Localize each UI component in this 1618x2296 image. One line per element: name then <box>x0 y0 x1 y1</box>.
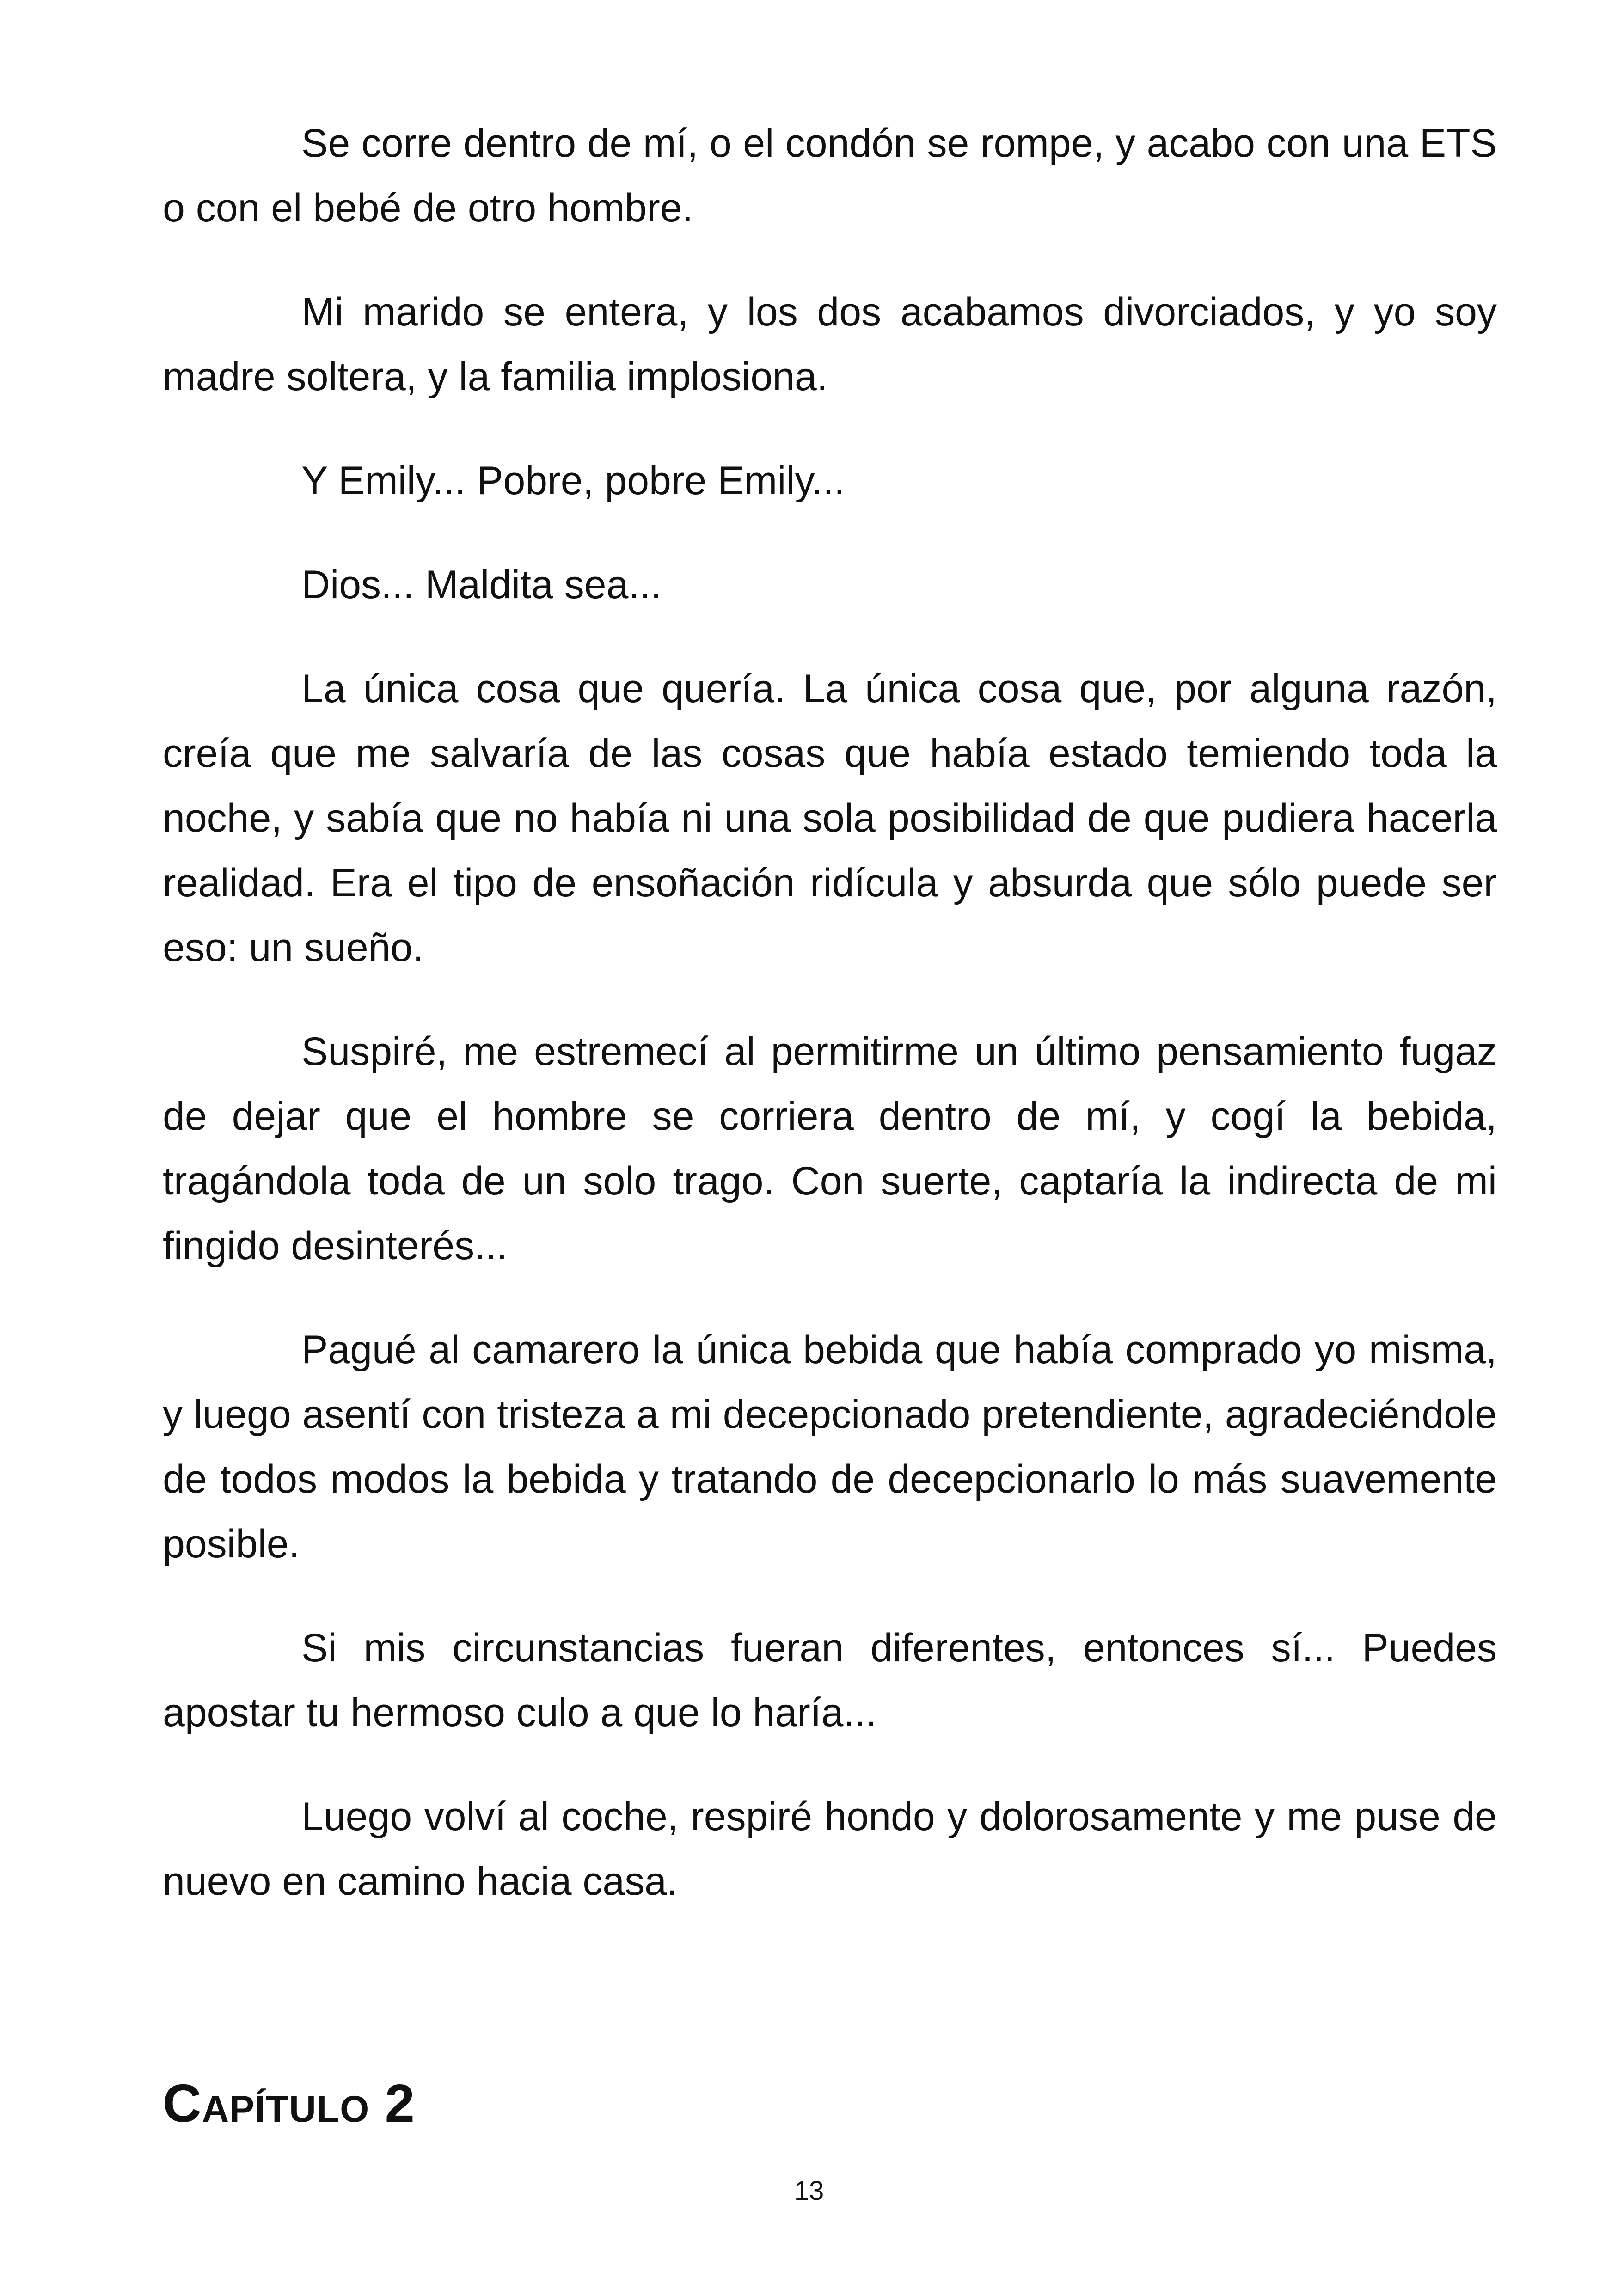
paragraph: La única cosa que quería. La única cosa que, por alguna razón, creía que me salvaría de las cosas que había estado temiendo toda la noche, y sabía que no había ni una sola posibilidad de que pudiera hacerla realidad. Era el tipo de ensoñación ridícula y absurda que sólo puede ser eso: un sueño. <box>163 667 1497 970</box>
paragraph: Se corre dentro de mí, o el condón se rompe, y acabo con una ETS o con el bebé de otro hombre. <box>163 121 1497 230</box>
paragraph: Luego volví al coche, respiré hondo y dolorosamente y me puse de nuevo en camino hacia casa. <box>163 1794 1497 1904</box>
chapter-heading: Capítulo 2 <box>163 2073 415 2133</box>
paragraph: Mi marido se entera, y los dos acabamos divorciados, y yo soy madre soltera, y la familia implosiona. <box>163 290 1497 399</box>
paragraph: Pagué al camarero la única bebida que había comprado yo misma, y luego asentí con tristeza a mi decepcionado pretendiente, agradeciéndole de todos modos la bebida y tratando de decepcionarlo lo más suavemente posible. <box>163 1328 1497 1566</box>
paragraph: Si mis circunstancias fueran diferentes, entonces sí... Puedes apostar tu hermoso culo a que lo haría... <box>163 1626 1497 1735</box>
page-number: 13 <box>794 2176 824 2206</box>
paragraph: Dios... Maldita sea... <box>301 563 662 607</box>
paragraph: Suspiré, me estremecí al permitirme un último pensamiento fugaz de dejar que el hombre se corriera dentro de mí, y cogí la bebida, tragándola toda de un solo trago. Con suerte, captaría la indirecta de mi fingido desinterés... <box>163 1029 1497 1268</box>
paragraph: Y Emily... Pobre, pobre Emily... <box>301 459 845 503</box>
body-text <box>163 111 1497 1953</box>
